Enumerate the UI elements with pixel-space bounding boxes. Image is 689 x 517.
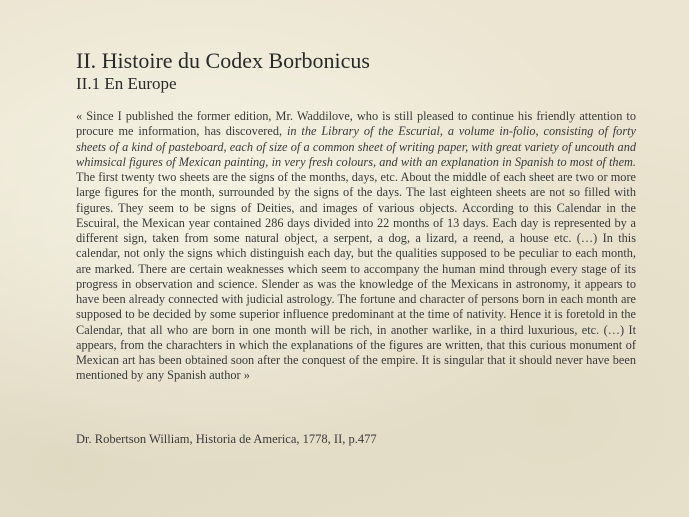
quote-paragraph [76, 109, 636, 384]
quote-italic-passage: in the Library of the Escurial, a volume in-folio, consisting of forty sheets of a kind of pasteboard, each of size of a common sheet of writing paper, with great variety of uncouth and whimsical figures of Mexican painting, in very fresh colours, and with an explanation in Spanish to most of them. [76, 124, 636, 169]
quote-intro: « Since I published the former edition, Mr. Waddilove, who is still pleased to continue his friendly attention to procure me information, has discovered, [76, 109, 636, 139]
slide-subtitle: II.1 En Europe [76, 74, 177, 93]
slide-title: II. Histoire du Codex Borbonicus [76, 48, 370, 73]
quote-body: The first twenty two sheets are the signs of the months, days, etc. About the middle of each sheet are two or more large figures for the month, surrounded by the signs of the days. The last eighteen sheets are not so filled with figures. They seem to be signs of Deities, and images of various objects. According to this Calendar in the Escuiral, the Mexican year contained 286 days divided into 22 months of 13 days. Each day is represented by a different sign, taken from some natural object, a serpent, a dog, a lizard, a reend, a house etc. (…) In this calendar, not only the signs which distinguish each day, but the qualities supposed to be peculiar to each month, are marked. There are certain weaknesses which seem to accompany the human mind through every stage of its progress in observation and science. Slender as was the knowledge of the Mexicans in astronomy, it appears to have been already connected with judicial astrology. The fortune and character of persons born in each month are supposed to be decided by some superior influence predominant at the time of nativity. Hence it is foretold in the Calendar, that all who are born in one month will be rich, in another warlike, in a third luxurious, etc. (…) It appears, from the charachters in which the explanations of the figures are written, that this curious monument of Mexican art has been obtained soon after the conquest of the empire. It is singular that it should never have been mentioned by any Spanish author » [76, 170, 636, 383]
citation: Dr. Robertson William, Historia de America, 1778, II, p.477 [76, 432, 377, 446]
